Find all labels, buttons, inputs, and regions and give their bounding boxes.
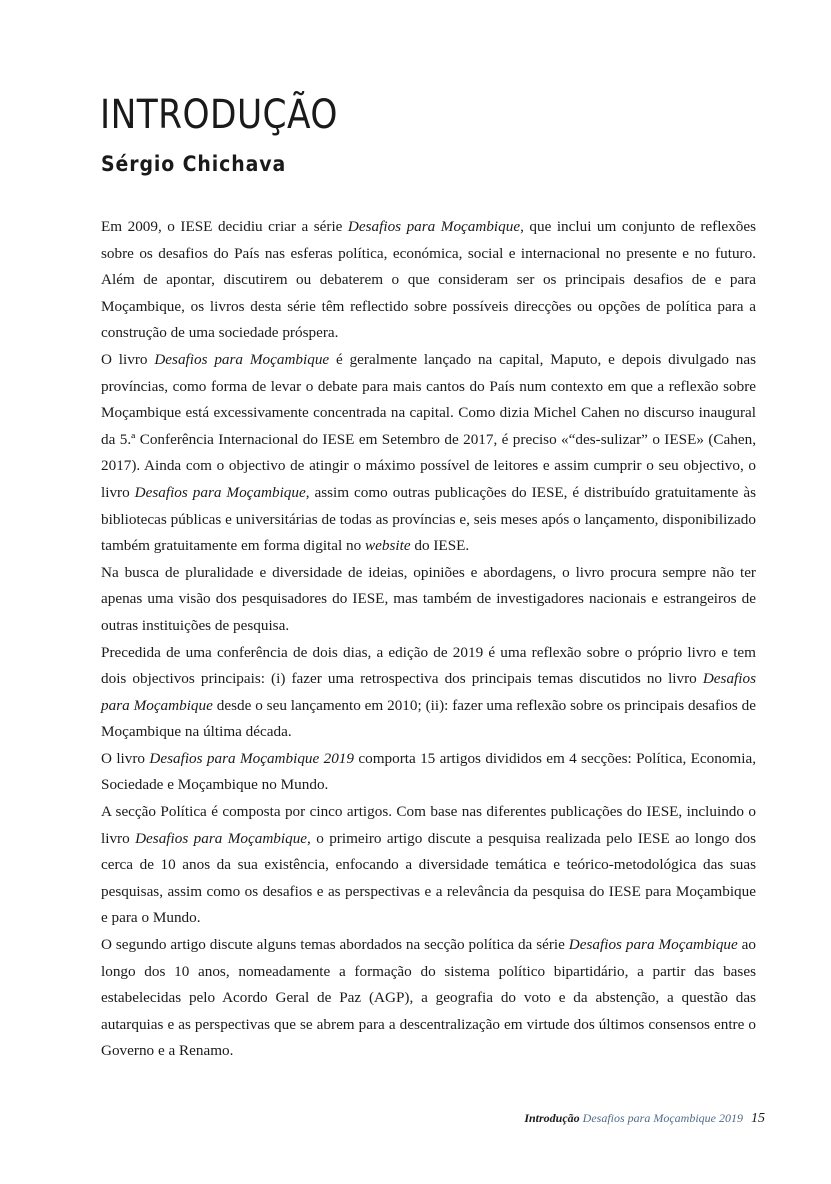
text-run: , assim como outras publicações do IESE, é distribuído gratuitamente às bibliotecas públicas e universitárias de todas as províncias e, seis meses após o lançamento, disponibilizado também gratuitamente em forma digital no: [101, 483, 757, 555]
page-number: 15: [751, 1111, 765, 1126]
text-run: do IESE.: [410, 537, 470, 555]
paragraph: [101, 799, 756, 932]
text-run: O segundo artigo discute alguns temas abordados na secção política da série: [101, 936, 569, 954]
body-text: [101, 214, 756, 1065]
paragraph: [101, 214, 756, 347]
italic-title-run: Desafios para Moçambique: [135, 829, 308, 847]
text-run: , o primeiro artigo discute a pesquisa realizada pelo IESE ao longo dos cerca de 10 anos da sua existência, enfocando a diversidade temática e teórico-metodológica das suas pesquisas, assim como os desafios e as perspectivas e a relevância da pesquisa do IESE para Moçambique e para o Mundo.: [101, 829, 756, 927]
chapter-title: INTRODUÇÃO: [100, 92, 338, 138]
author-name: Sérgio Chichava: [101, 152, 287, 176]
text-run: Na busca de pluralidade e diversidade de ideias, opiniões e abordagens, o livro procura sempre não ter apenas uma visão dos pesquisadores do IESE, mas também de investigadores nacionais e estrangeiros de outras instituições de pesquisa.: [101, 563, 756, 634]
text-run: ao longo dos 10 anos, nomeadamente a formação do sistema político bipartidário, a partir das bases estabelecidas pelo Acordo Geral de Paz (AGP), a geografia do voto e da abstenção, a questão das autarquias e as perspectivas que se abrem para a descentralização em virtude dos últimos consensos entre o Governo e a Renamo.: [101, 936, 757, 1060]
text-run: A secção Política é composta por cinco artigos. Com base nas diferentes publicações do IESE, incluindo o livro: [101, 803, 756, 847]
text-run: desde o seu lançamento em 2010; (ii): fazer uma reflexão sobre os principais desafios de Moçambique na última década.: [101, 696, 756, 741]
text-run: comporta 15 artigos divididos em 4 secções: Política, Economia, Sociedade e Moçambique no Mundo.: [101, 749, 757, 794]
text-run: é geralmente lançado na capital, Maputo, e depois divulgado nas províncias, como forma de levar o debate para mais cantos do País num contexto em que a reflexão sobre Moçambique está excessivamente concentrada na capital. Como dizia Michel Cahen no discurso inaugural da 5.ª Conferência Internacional do IESE em Setembro de 2017, é preciso «“des-sulizar” o IESE» (Cahen, 2017). Ainda com o objectivo de atingir o máximo possível de leitores e assim cumprir o seu objectivo, o livro: [101, 350, 757, 501]
italic-title-run: website: [365, 537, 411, 555]
text-run: Em 2009, o IESE decidiu criar a série: [101, 218, 348, 235]
paragraph: [101, 560, 756, 640]
paragraph: [101, 640, 756, 746]
italic-title-run: Desafios para Moçambique: [154, 350, 330, 368]
footer-book-title: Desafios para Moçambique 2019: [582, 1111, 743, 1125]
paragraph: [101, 347, 756, 560]
text-run: , que inclui um conjunto de reflexões sobre os desafios do País nas esferas política, económica, social e internacional no presente e no futuro. Além de apontar, discutirem ou debaterem o que consideram ser os principais desafios de e para Moçambique, os livros desta série têm reflectido sobre possíveis direcções ou opções de política para a construção de uma sociedade próspera.: [101, 218, 757, 342]
text-run: O livro: [101, 350, 155, 368]
italic-title-run: Desafios para Moçambique: [134, 483, 306, 501]
italic-title-run: Desafios para Moçambique: [568, 936, 738, 954]
text-run: Precedida de uma conferência de dois dias, a edição de 2019 é uma reflexão sobre o próprio livro e tem dois objectivos principais: (i) fazer uma retrospectiva dos principais temas discutidos no livro: [101, 643, 756, 688]
running-footer: [524, 1111, 765, 1127]
paragraph: [101, 932, 756, 1065]
italic-title-run: Desafios para Moçambique: [101, 670, 756, 714]
footer-section: Introdução: [524, 1111, 580, 1125]
text-run: O livro: [101, 749, 150, 767]
italic-title-run: Desafios para Moçambique: [347, 218, 521, 235]
italic-title-run: Desafios para Moçambique 2019: [149, 749, 354, 767]
paragraph: [101, 746, 756, 799]
